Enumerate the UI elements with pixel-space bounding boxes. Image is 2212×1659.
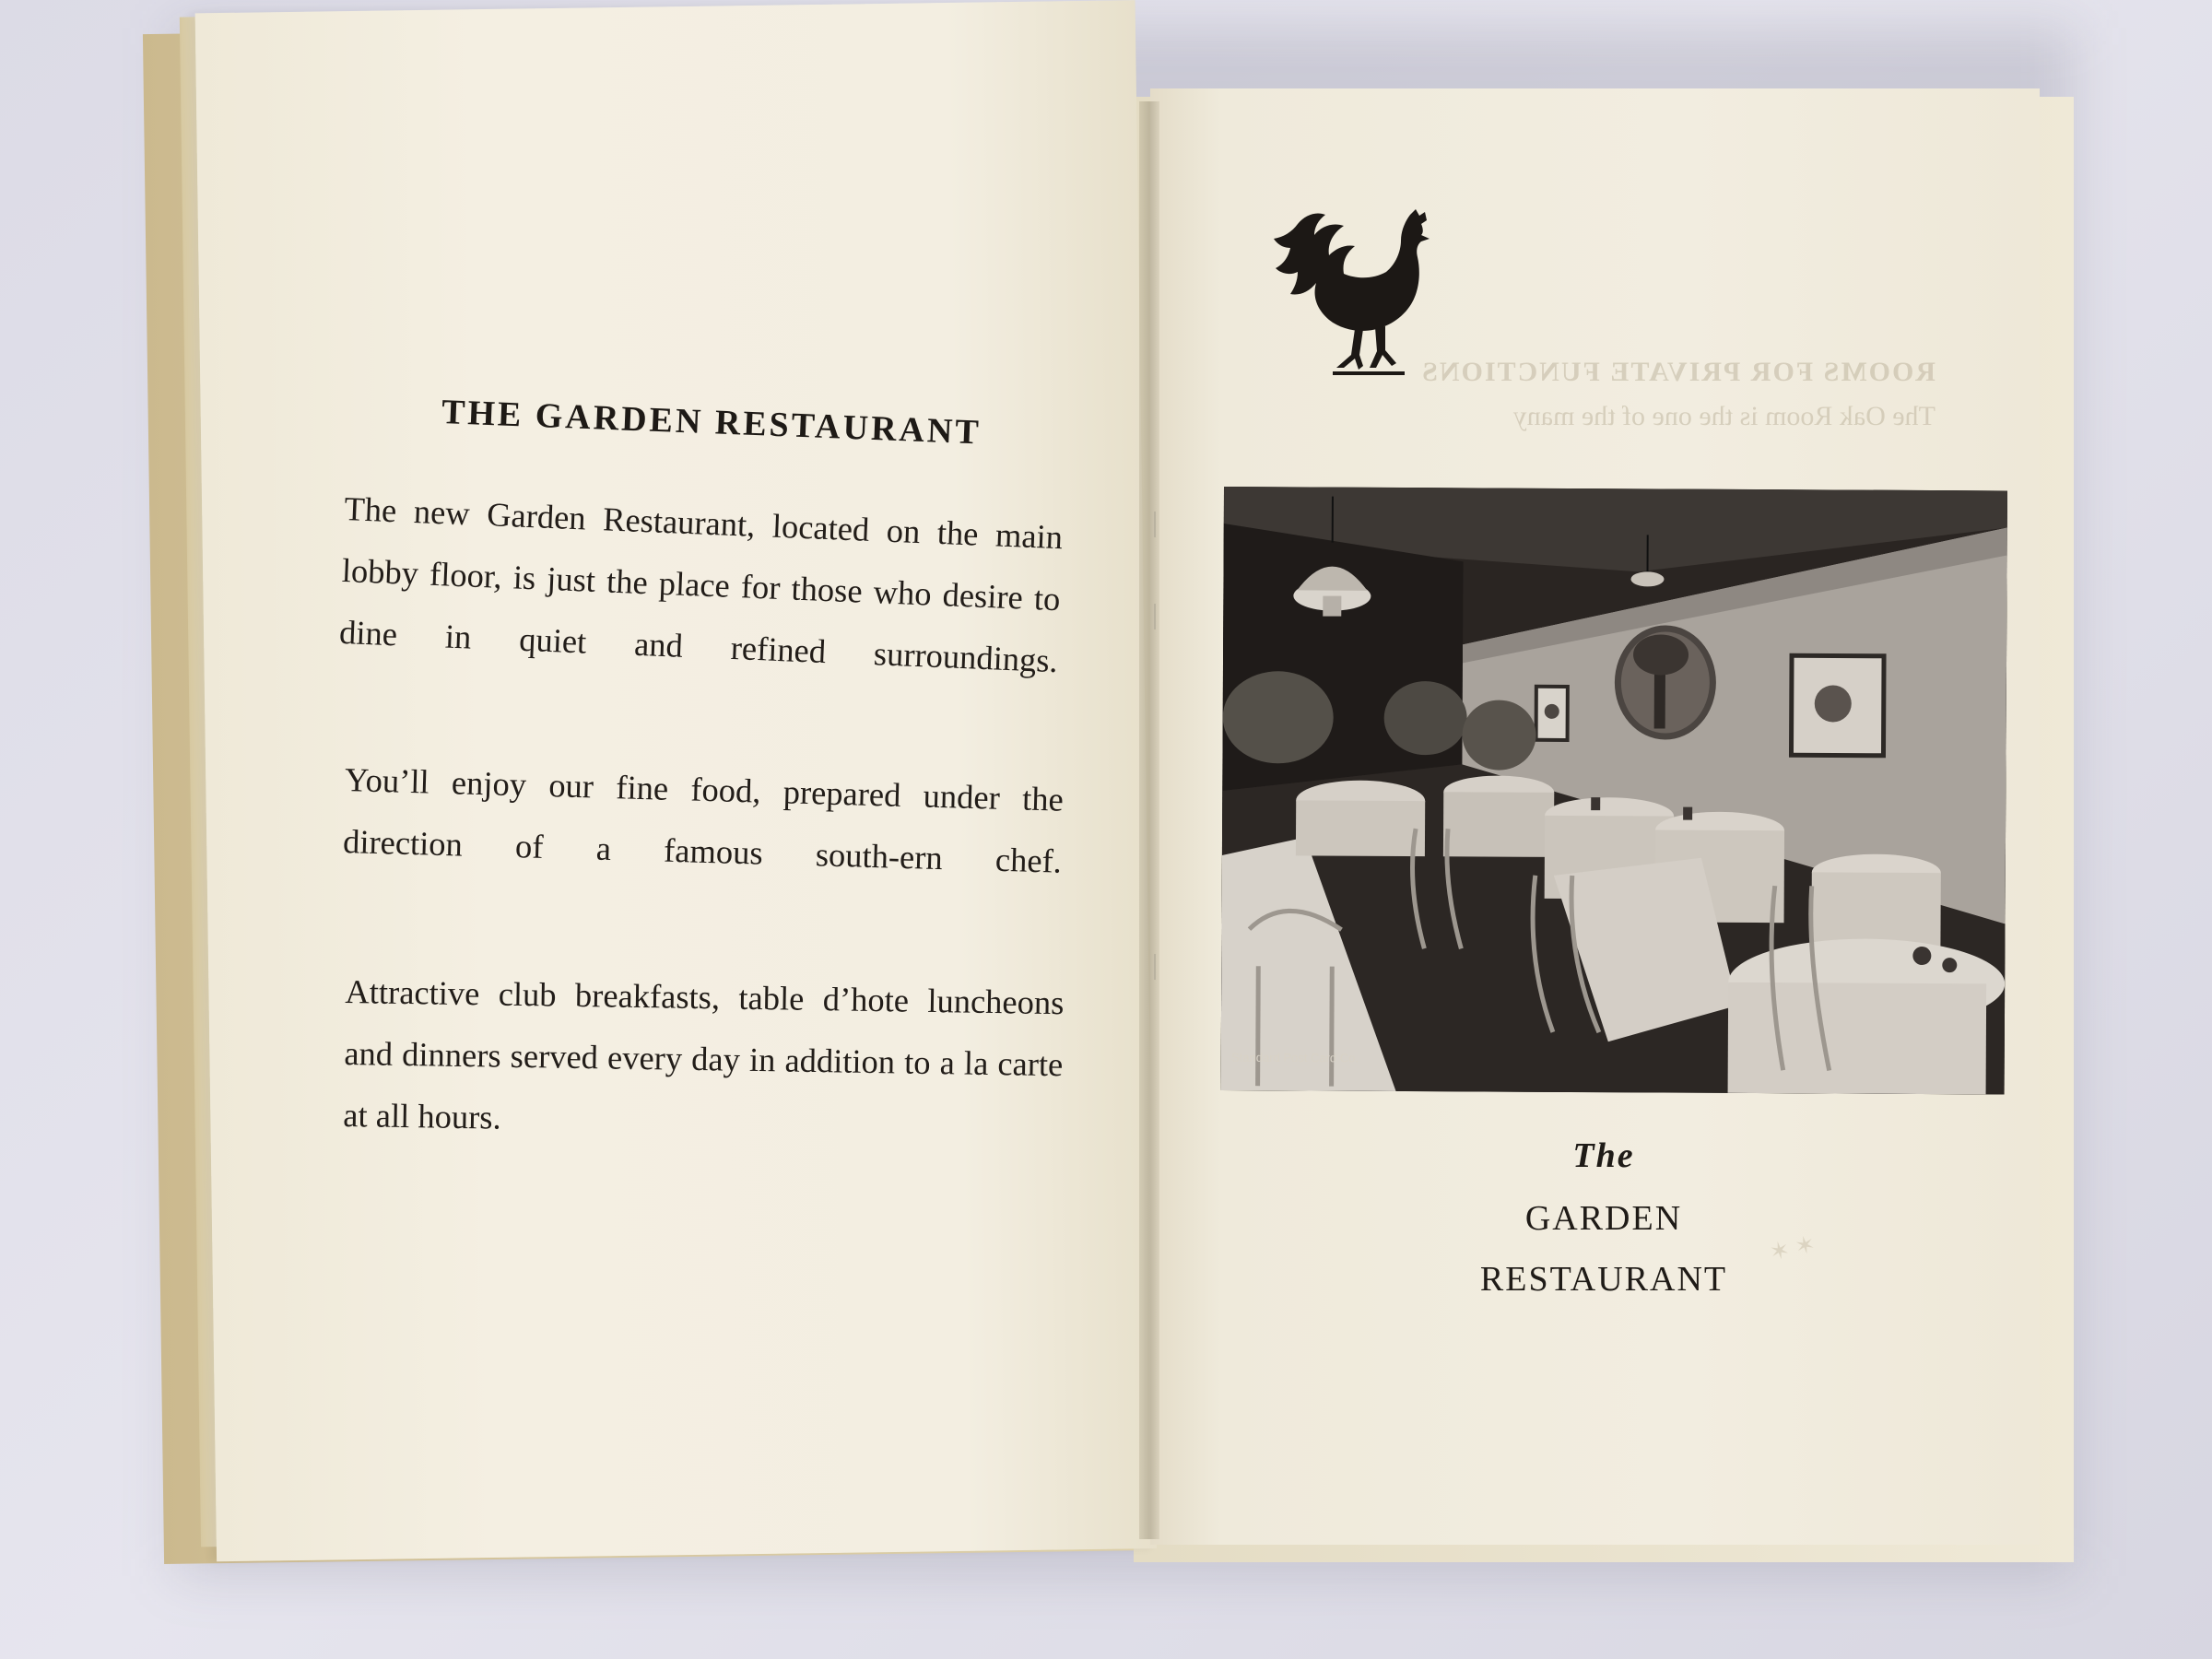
left-page-title: THE GARDEN RESTAURANT (441, 392, 982, 453)
caption-restaurant: RESTAURANT (1479, 1260, 1728, 1299)
bleed-through-title: ROOMS FOR PRIVATE FUNCTIONS (1420, 357, 1936, 387)
garden-restaurant-dining-room-photo (1221, 487, 2007, 1094)
faint-stamp-mark: ✶ ✶ (1767, 1230, 1818, 1266)
paragraph-location: The new Garden Restaurant, located on the main lobby floor, is just the place for those who desire to dine in quiet and refined surroundings. (338, 488, 1064, 680)
caption-garden: GARDEN (1524, 1199, 1683, 1238)
binding-stitch (1154, 512, 1161, 537)
rooster-icon (1272, 207, 1438, 378)
photo-credit: Standard Post Card Co. (1230, 1050, 1359, 1065)
paragraph-food: You’ll enjoy our fine food, prepared under the direction of a famous south-ern chef. (342, 759, 1065, 880)
binding-stitch (1154, 954, 1161, 980)
booklet-spine (1139, 101, 1159, 1539)
caption-the: The (1572, 1136, 1635, 1175)
paragraph-meals: Attractive club breakfasts, table d’hote luncheons and dinners served every day in addition to a la carte at all hours. (343, 971, 1065, 1136)
bleed-through-line: The Oak Room is the one of the many (1512, 401, 1936, 431)
binding-stitch (1154, 604, 1161, 629)
